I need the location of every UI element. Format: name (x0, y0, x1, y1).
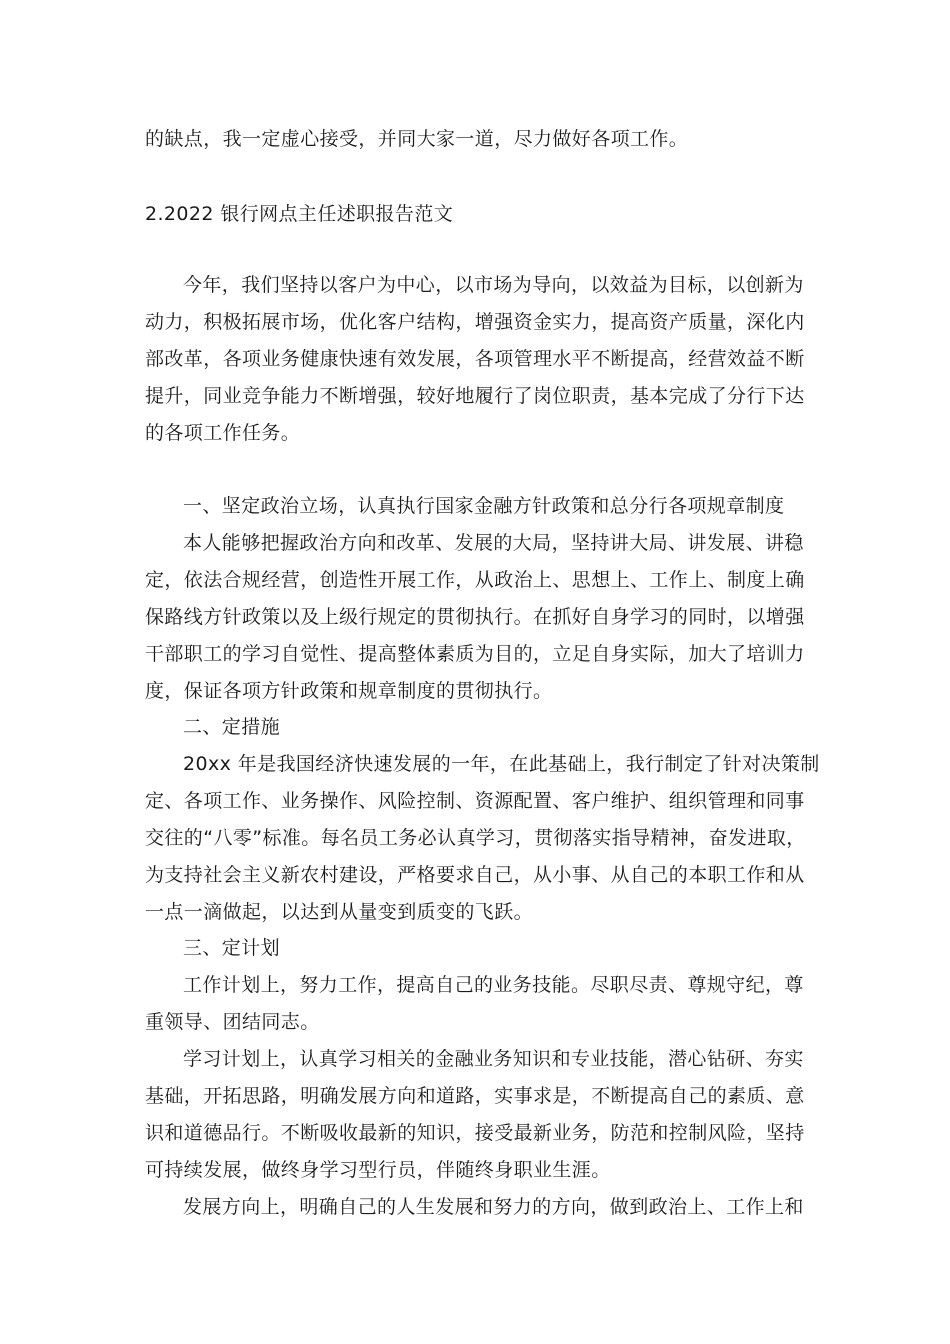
subheading: 三、定计划 (183, 937, 281, 959)
text-line: 部改革，各项业务健康快速有效发展，各项管理水平不断提高，经营效益不断 (145, 348, 805, 370)
text-line: 的缺点，我一定虚心接受，并同大家一道，尽力做好各项工作。 (145, 128, 689, 150)
text-line: 本人能够把握政治方向和改革、发展的大局，坚持讲大局、讲发展、讲稳 (183, 532, 804, 554)
text-line: 交往的“八零”标准。每名员工务必认真学习，贯彻落实指导精神，奋发进取， (145, 827, 806, 849)
text-line: 学习计划上，认真学习相关的金融业务知识和专业技能，潜心钻研、夯实 (183, 1048, 804, 1070)
text-line: 干部职工的学习自觉性、提高整体素质为目的，立足自身实际，加大了培训力 (145, 643, 805, 665)
text-line: 为支持社会主义新农村建设，严格要求自己，从小事、从自己的本职工作和从 (145, 864, 805, 886)
subheading: 二、定措施 (183, 716, 281, 738)
text-line: 动力，积极拓展市场，优化客户结构，增强资金实力，提高资产质量，深化内 (145, 311, 805, 333)
subheading: 一、坚定政治立场，认真执行国家金融方针政策和总分行各项规章制度 (183, 495, 785, 517)
text-line: 提升，同业竞争能力不断增强，较好地履行了岗位职责，基本完成了分行下达 (145, 385, 805, 407)
text-line: 基础，开拓思路，明确发展方向和道路，实事求是，不断提高自己的素质、意 (145, 1085, 805, 1107)
text-line: 可持续发展，做终身学习型行员，伴随终身职业生涯。 (145, 1159, 611, 1181)
text-line: 识和道德品行。不断吸收最新的知识，接受最新业务，防范和控制风险，坚持 (145, 1122, 805, 1144)
text-line: 20xx 年是我国经济快速发展的一年，在此基础上，我行制定了针对决策制 (183, 753, 820, 775)
text-line: 一点一滴做起，以达到从量变到质变的飞跃。 (145, 901, 534, 923)
section-heading: 2.2022 银行网点主任述职报告范文 (145, 203, 454, 225)
text-line: 发展方向上，明确自己的人生发展和努力的方向，做到政治上、工作上和 (183, 1196, 804, 1218)
text-line: 定，依法合规经营，创造性开展工作，从政治上、思想上、工作上、制度上确 (145, 569, 805, 591)
text-line: 度，保证各项方针政策和规章制度的贯彻执行。 (145, 680, 553, 702)
text-line: 重领导、团结同志。 (145, 1011, 320, 1033)
text-line: 保路线方针政策以及上级行规定的贯彻执行。在抓好自身学习的同时，以增强 (145, 606, 805, 628)
text-line: 今年，我们坚持以客户为中心，以市场为导向，以效益为目标，以创新为 (183, 274, 804, 296)
text-line: 定、各项工作、业务操作、风险控制、资源配置、客户维护、组织管理和同事 (145, 790, 805, 812)
text-line: 工作计划上，努力工作，提高自己的业务技能。尽职尽责、尊规守纪，尊 (183, 974, 804, 996)
text-line: 的各项工作任务。 (145, 422, 301, 444)
